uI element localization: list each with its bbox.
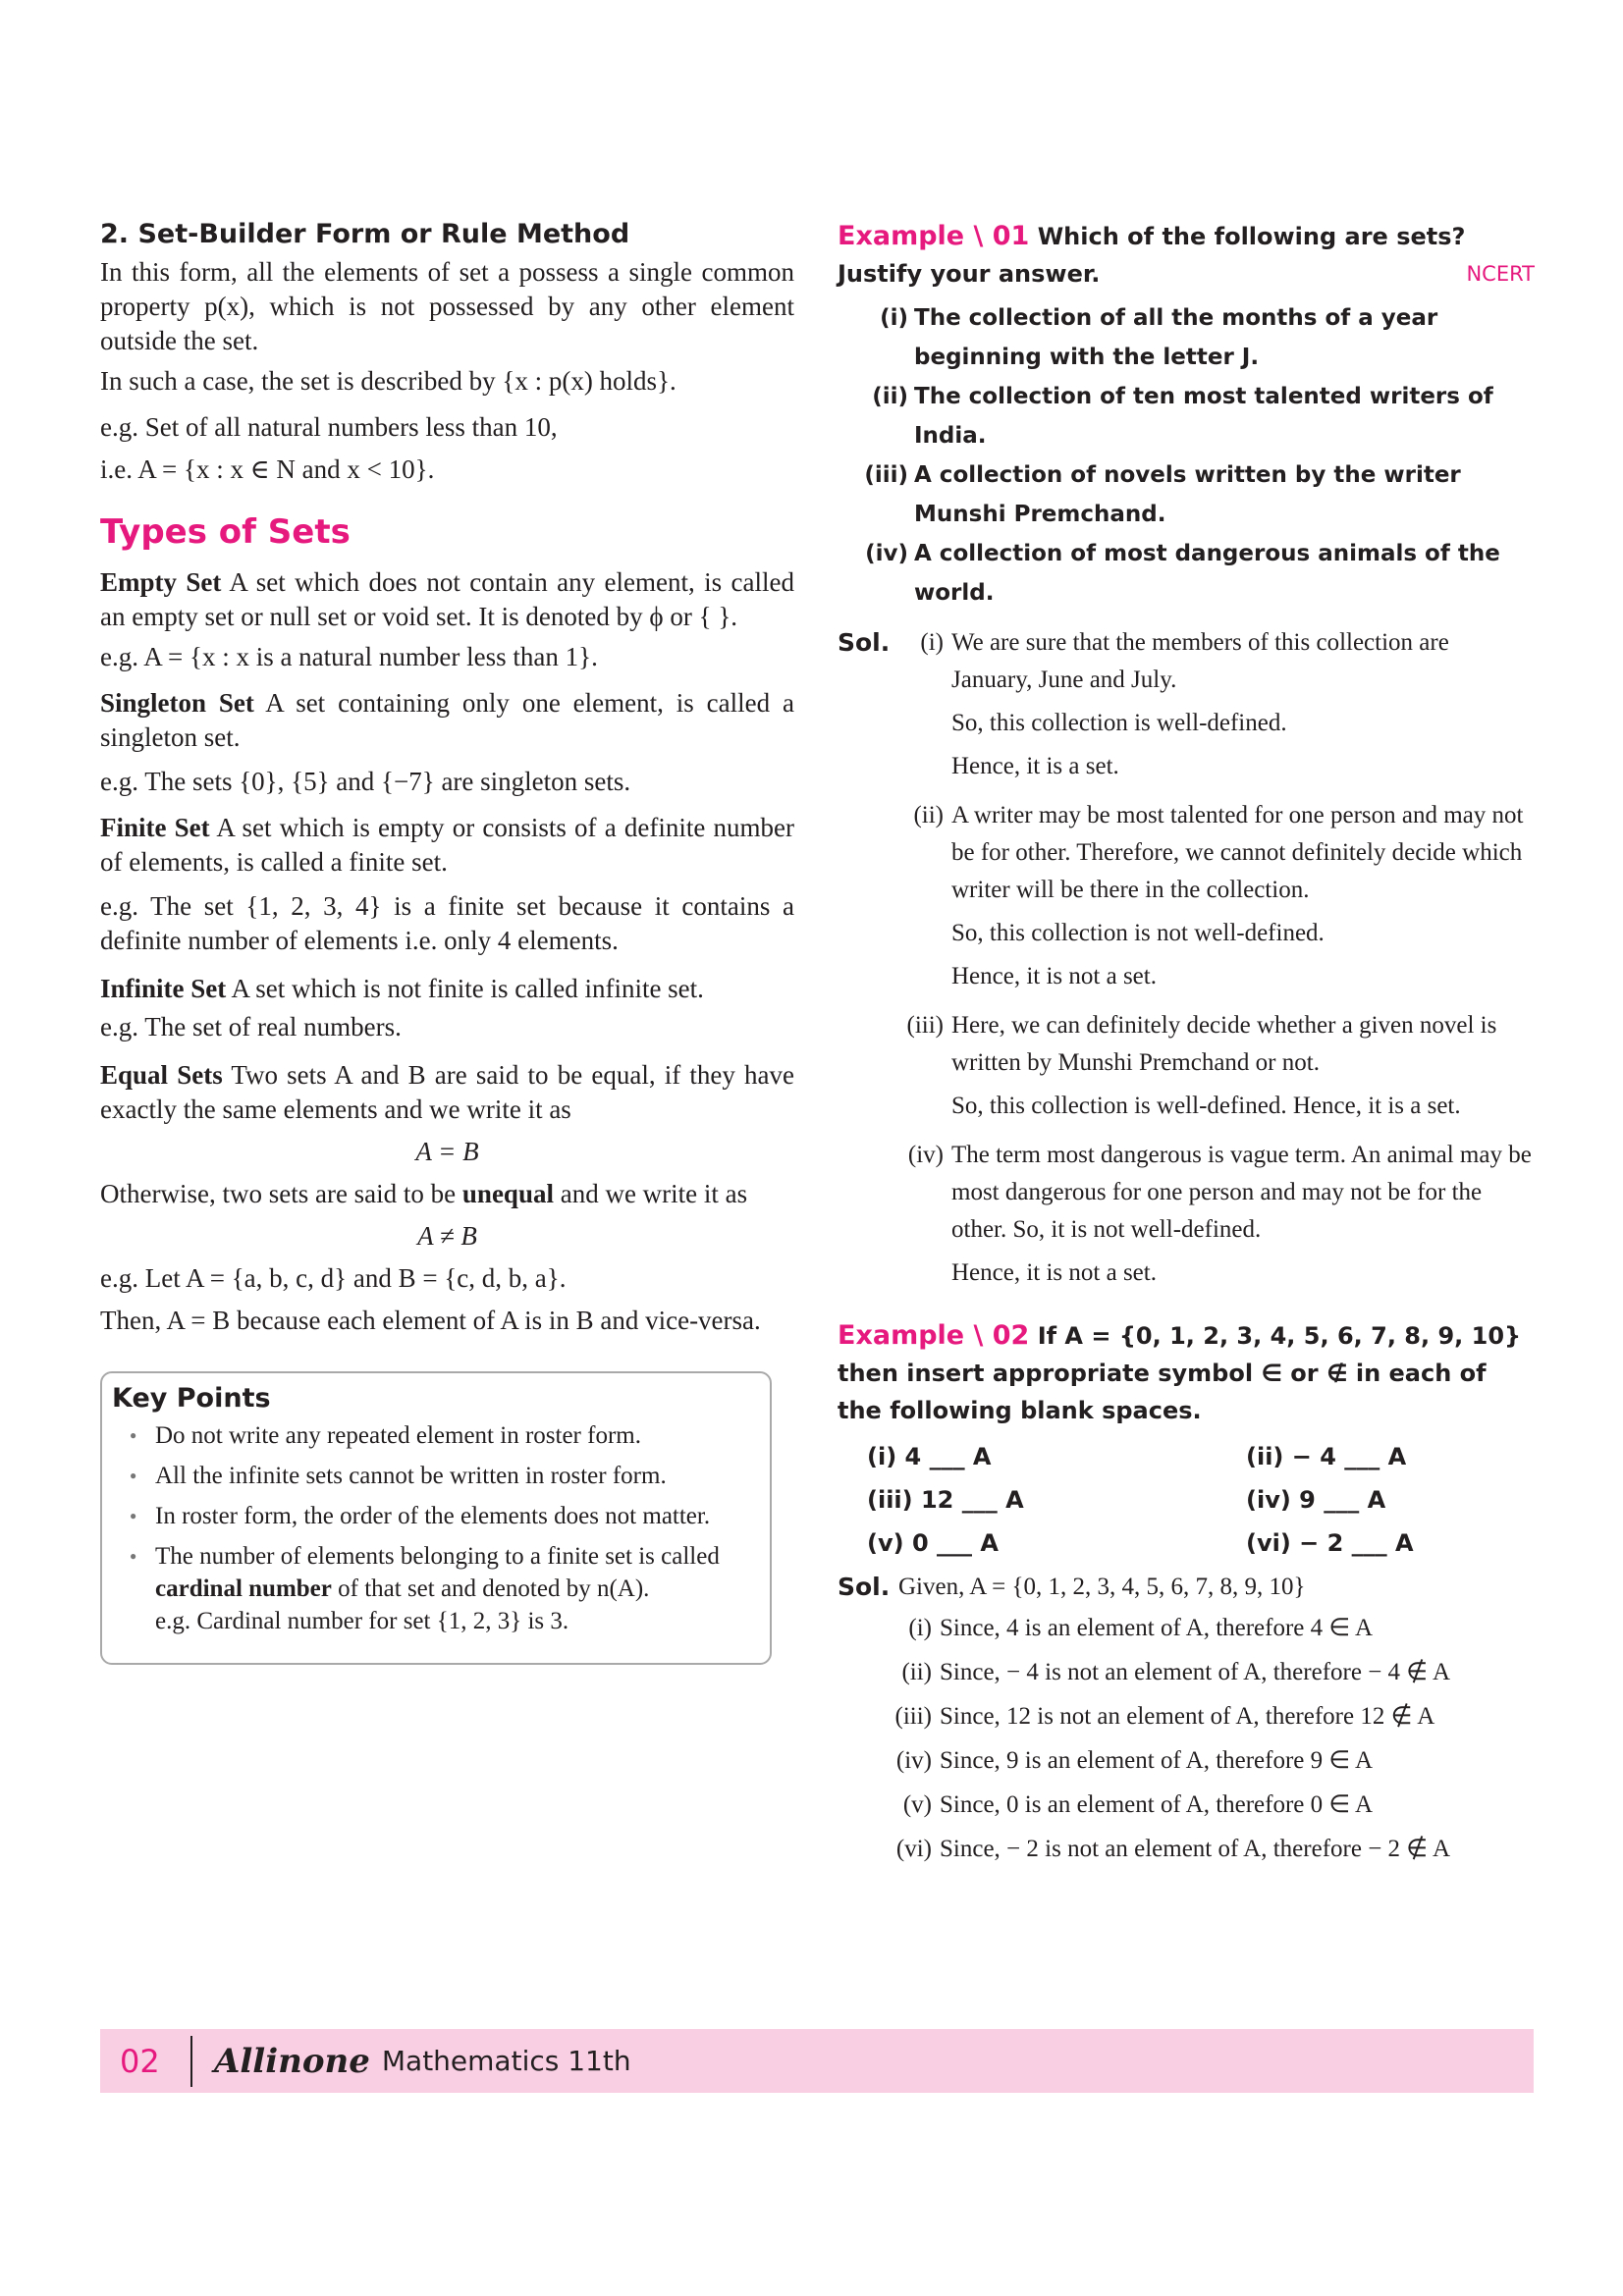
line: Hence, it is not a set.: [951, 1259, 1157, 1286]
item-number: (iii): [906, 1012, 944, 1039]
item-text: [951, 797, 1535, 1001]
formula: A ≠ B: [417, 1221, 477, 1251]
item-number: (v): [902, 1791, 932, 1818]
left-column: [100, 218, 794, 1665]
list-item: [838, 455, 1535, 534]
example-label: Example \ 01: [838, 221, 1030, 251]
item-text: Since, 0 is an element of A, therefore 0 ∈ A: [940, 1791, 1374, 1818]
list-item: [838, 1650, 1535, 1694]
term: Equal Sets: [100, 1060, 223, 1090]
infinite-set-definition: [100, 972, 794, 1006]
brand-logo: Allinone: [214, 2041, 370, 2081]
example-2-header: [838, 1317, 1535, 1429]
types-heading: Types of Sets: [100, 512, 351, 552]
item-number: (i): [908, 1615, 932, 1641]
sol-label: Sol.: [838, 1573, 891, 1601]
blank-item: (v) 0 ___ A: [867, 1529, 999, 1557]
line: So, this collection is well-defined.: [951, 710, 1287, 736]
list-item: [838, 1783, 1535, 1827]
definition-text: A set which is not finite is called infinite set.: [226, 974, 704, 1003]
term: Infinite Set: [100, 974, 227, 1003]
list-item: [838, 1606, 1535, 1650]
text: The number of elements belonging to a finite set is called: [155, 1543, 720, 1570]
term: Empty Set: [100, 567, 222, 597]
item-text: [951, 624, 1535, 791]
term: Singleton Set: [100, 688, 254, 718]
paragraph: i.e. A = {x : x ∈ N and x < 10}.: [100, 454, 435, 484]
blank-item: (iv) 9 ___ A: [1246, 1486, 1386, 1514]
finite-set-definition: [100, 811, 794, 880]
solution-body: [898, 624, 1535, 1304]
sol-label: Sol.: [838, 628, 891, 657]
item-text: [951, 1007, 1535, 1131]
list-item: ● Do not write any repeated element in roster form.: [155, 1419, 756, 1452]
blank-item: (i) 4 ___ A: [867, 1443, 992, 1470]
solution-2-list: [838, 1606, 1535, 1871]
line: So, this collection is well-defined. Hence, it is a set.: [951, 1093, 1461, 1119]
item-number: (iii): [864, 462, 908, 488]
right-column: [838, 218, 1535, 1871]
text: Otherwise, two sets are said to be: [100, 1179, 462, 1208]
paragraph: In such a case, the set is described by {x : p(x) holds}.: [100, 366, 676, 396]
example-label: Example \ 02: [838, 1320, 1030, 1351]
item-number: (i): [880, 305, 908, 331]
item-text: Since, 9 is an element of A, therefore 9 ∈ A: [940, 1747, 1374, 1774]
definition-text: A set which is empty or consists of a definite number of elements, is called a finite set.: [100, 813, 794, 877]
line: The term most dangerous is vague term. An animal may be most dangerous for one person and may not be for the other. So, it is not well-defined.: [951, 1142, 1532, 1243]
singleton-set-definition: [100, 686, 794, 755]
paragraph: In this form, all the elements of set a possess a single common property p(x), which is not possessed by any other element outside the set.: [100, 257, 794, 355]
item-number: (ii): [913, 802, 944, 828]
blank-spaces-grid: [867, 1435, 1535, 1565]
text: and we write it as: [553, 1179, 748, 1208]
item-text: [951, 1137, 1535, 1298]
list-item: [898, 1137, 1535, 1298]
page-number: 02: [120, 2042, 160, 2080]
term: unequal: [461, 1179, 554, 1208]
example: e.g. The set {1, 2, 3, 4} is a finite set because it contains a definite number of elements i.e. only 4 elements.: [100, 891, 794, 955]
item-text: A collection of novels written by the writer Munshi Premchand.: [914, 462, 1461, 527]
list-item: [838, 377, 1535, 455]
item-text: Since, − 4 is not an element of A, therefore − 4 ∉ A: [940, 1659, 1450, 1685]
line: We are sure that the members of this collection are January, June and July.: [951, 629, 1449, 693]
text: of that set and denoted by n(A).: [331, 1575, 650, 1602]
item-number: (ii): [901, 1659, 932, 1685]
term: cardinal number: [155, 1575, 332, 1602]
item-number: (ii): [872, 384, 908, 409]
list-item: [898, 624, 1535, 791]
list-item: [838, 1738, 1535, 1783]
list-item: [838, 1827, 1535, 1871]
list-item: [838, 1694, 1535, 1738]
unequal-definition: [100, 1177, 794, 1211]
item-number: (iv): [907, 1142, 944, 1168]
question-list: [838, 298, 1535, 613]
item-text: Since, − 2 is not an element of A, therefore − 2 ∉ A: [940, 1836, 1450, 1862]
term: Finite Set: [100, 813, 210, 842]
example: e.g. The set of real numbers.: [100, 1012, 402, 1041]
example-question: Which of the following are sets? Justify your answer.: [838, 223, 1466, 288]
key-points-box: [100, 1371, 772, 1665]
footer-divider: [190, 2036, 192, 2087]
list-item: [838, 298, 1535, 377]
example: e.g. Let A = {a, b, c, d} and B = {c, d, b, a}.: [100, 1263, 567, 1293]
line: Hence, it is a set.: [951, 753, 1119, 779]
line: Hence, it is not a set.: [951, 963, 1157, 989]
item-text: The collection of all the months of a year beginning with the letter J.: [914, 305, 1438, 370]
list-item: ● All the infinite sets cannot be written in roster form.: [155, 1460, 756, 1492]
item-number: (iv): [895, 1747, 932, 1774]
list-item: [898, 1007, 1535, 1131]
section-heading: 2. Set-Builder Form or Rule Method: [100, 219, 630, 249]
line: Here, we can definitely decide whether a given novel is written by Munshi Premchand or not.: [951, 1012, 1497, 1076]
page-footer: [100, 2029, 1534, 2093]
book-title: Mathematics 11th: [381, 2045, 631, 2077]
example: e.g. Cardinal number for set {1, 2, 3} is 3.: [155, 1608, 569, 1634]
line: A writer may be most talented for one person and may not be for other. Therefore, we cannot definitely decide which writer will be there in the collection.: [951, 802, 1524, 903]
list-item: [898, 797, 1535, 1001]
key-points-title: Key Points: [112, 1383, 271, 1414]
solution-2: [838, 1569, 1535, 1606]
definition-text: A set containing only one element, is called a singleton set.: [100, 688, 794, 752]
equal-sets-definition: [100, 1058, 794, 1127]
item-number: (iv): [865, 541, 908, 566]
empty-set-definition: [100, 565, 794, 634]
example-question: If A = {0, 1, 2, 3, 4, 5, 6, 7, 8, 9, 10} then insert appropriate symbol ∈ or ∉ in each of the following blank spaces.: [838, 1322, 1522, 1424]
ncert-badge: NCERT: [1466, 262, 1535, 286]
formula: A = B: [415, 1137, 479, 1166]
item-text: Since, 4 is an element of A, therefore 4 ∈ A: [940, 1615, 1374, 1641]
item-number: (vi): [895, 1836, 932, 1862]
list-item: ● In roster form, the order of the elements does not matter.: [155, 1500, 756, 1532]
item-text: The collection of ten most talented writers of India.: [914, 384, 1493, 449]
example-1-header: [838, 218, 1535, 293]
blank-item: (vi) − 2 ___ A: [1246, 1529, 1414, 1557]
item-number: (i): [920, 629, 944, 656]
list-item: [155, 1540, 756, 1637]
item-number: (iii): [894, 1703, 932, 1730]
item-text: A collection of most dangerous animals of the world.: [914, 541, 1500, 606]
key-points-list: [112, 1419, 756, 1637]
solution-1: [838, 624, 1535, 1304]
line: So, this collection is not well-defined.: [951, 920, 1325, 946]
list-item: [838, 534, 1535, 613]
item-text: Since, 12 is not an element of A, therefore 12 ∉ A: [940, 1703, 1435, 1730]
example: Then, A = B because each element of A is in B and vice-versa.: [100, 1306, 761, 1335]
definition-text: Two sets A and B are said to be equal, if they have exactly the same elements and we write it as: [100, 1060, 794, 1124]
example: e.g. A = {x : x is a natural number less than 1}.: [100, 642, 598, 671]
given-line: Given, A = {0, 1, 2, 3, 4, 5, 6, 7, 8, 9, 10}: [898, 1574, 1306, 1600]
example: e.g. The sets {0}, {5} and {−7} are singleton sets.: [100, 767, 631, 796]
blank-item: (ii) − 4 ___ A: [1246, 1443, 1407, 1470]
blank-item: (iii) 12 ___ A: [867, 1486, 1024, 1514]
definition-text: A set which does not contain any element, is called an empty set or null set or void set. It is denoted by ϕ or { }.: [100, 567, 794, 631]
paragraph: e.g. Set of all natural numbers less than 10,: [100, 412, 558, 442]
